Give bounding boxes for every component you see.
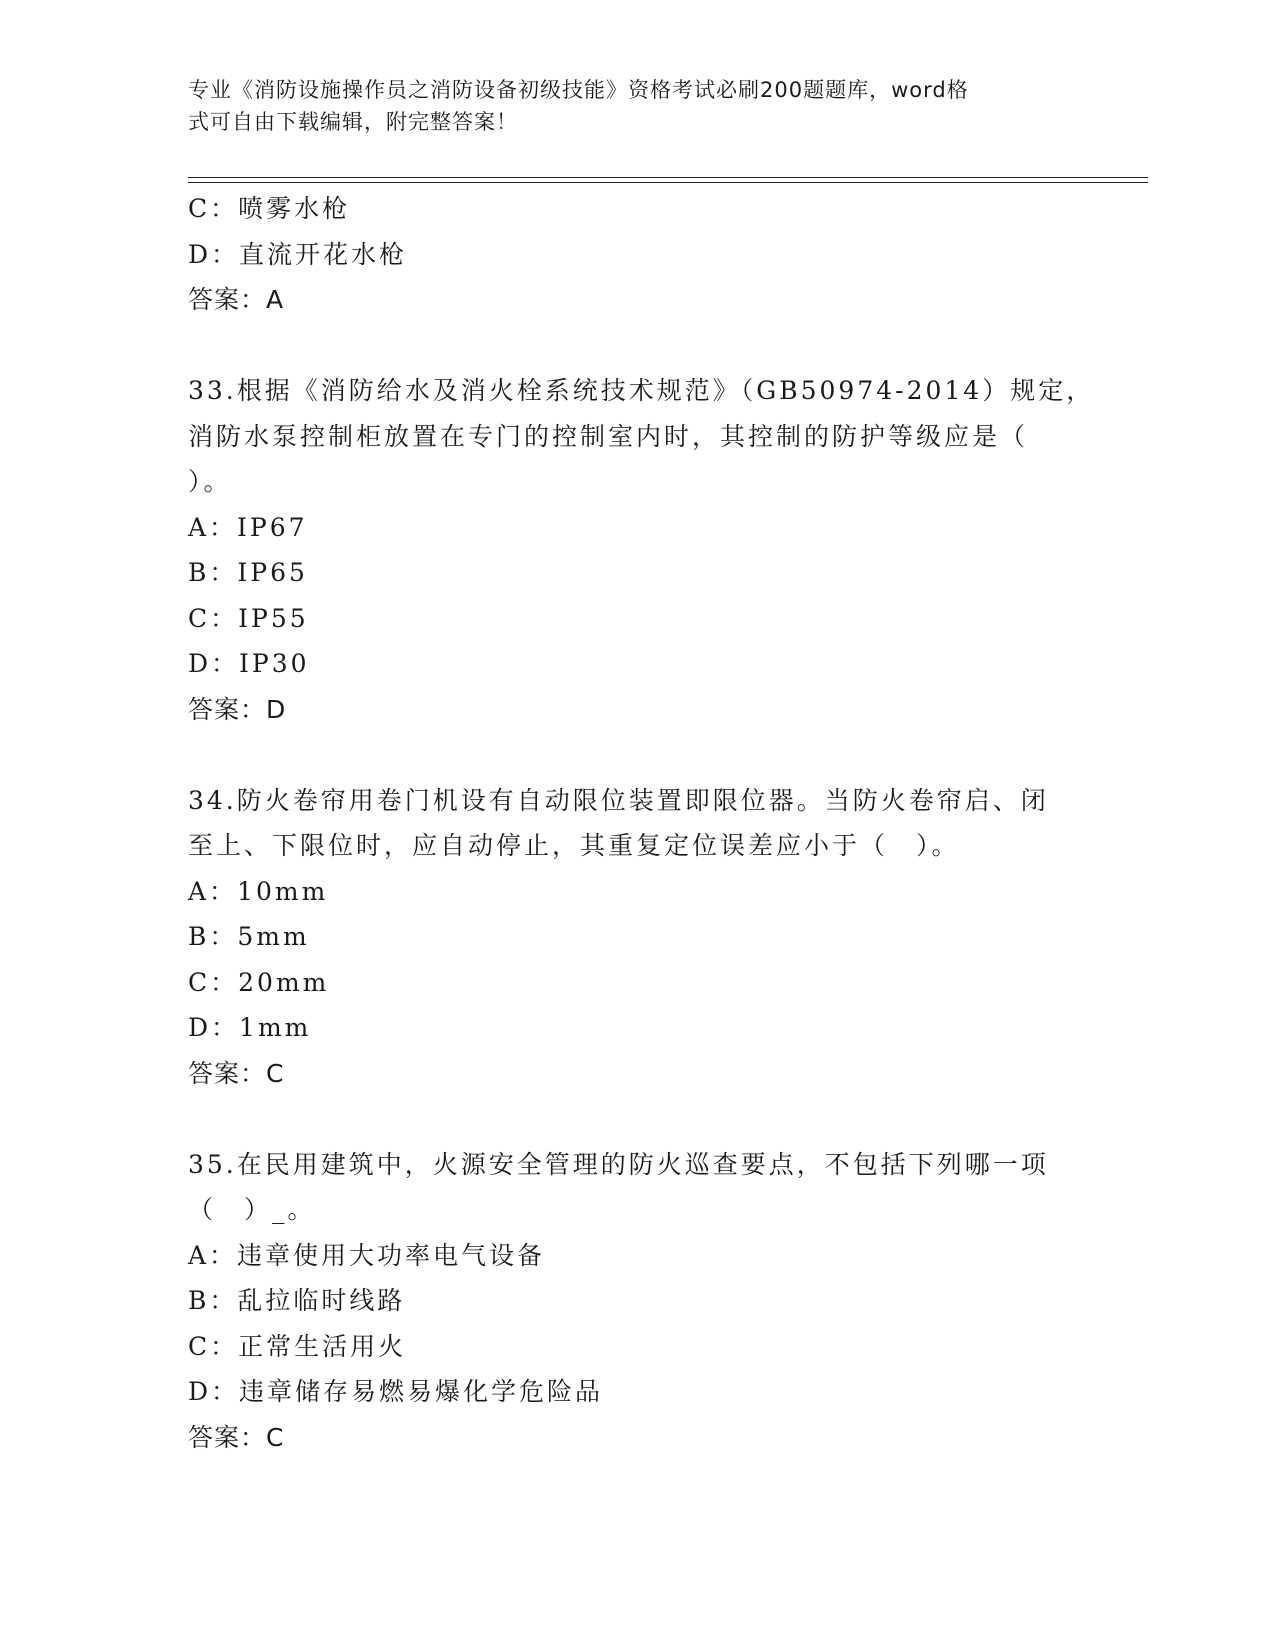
option-d: D：违章储存易燃易爆化学危险品 [188,1377,604,1406]
question-text-line: ）。 [188,467,232,496]
option-b: B：5mm [188,922,310,951]
option-c: C：喷雾水枪 [188,194,351,223]
header-divider-top [188,177,1148,178]
spacer [188,1096,1088,1142]
question-text-line: 34.防火卷帘用卷门机设有自动限位装置即限位器。当防火卷帘启、闭 [188,785,1049,815]
question-content [188,186,1095,1460]
answer-line: 答案：A [188,285,285,314]
spacer [188,323,1088,369]
question-33 [188,368,1095,732]
answer-line: 答案：C [188,1058,285,1088]
option-a: A：违章使用大功率电气设备 [188,1240,546,1270]
option-d: D：1mm [188,1013,312,1042]
option-d: D：IP30 [188,649,310,678]
option-a: A：IP67 [188,512,308,542]
option-c: C：20mm [188,967,330,997]
option-c: C：正常生活用火 [188,1331,407,1361]
option-d: D：直流开花水枪 [188,239,408,269]
option-c: C：IP55 [188,603,309,633]
header-line-1: 专业《消防设施操作员之消防设备初级技能》资格考试必刷200题题库，word格 [188,78,969,102]
question-34 [188,778,1088,1097]
page-header [188,74,1068,138]
question-text-line: 35.在民用建筑中，火源安全管理的防火巡查要点，不包括下列哪一项 [188,1149,1049,1179]
header-line-2: 式可自由下载编辑，附完整答案！ [188,110,518,134]
question-text-line: 33.根据《消防给水及消火栓系统技术规范》（GB50974-2014）规定， [188,376,1095,405]
question-35 [188,1142,1088,1461]
header-divider-bottom [188,182,1148,183]
question-text-line: 至上、下限位时，应自动停止，其重复定位误差应小于（ ）。 [188,831,960,860]
previous-question-tail [188,186,1088,323]
option-b: B：IP65 [188,558,308,587]
answer-line: 答案：D [188,694,287,724]
option-a: A：10mm [188,876,329,906]
spacer [188,732,1088,778]
answer-line: 答案：C [188,1422,285,1452]
option-b: B：乱拉临时线路 [188,1286,406,1315]
question-text-line: （ ）_。 [188,1195,316,1224]
question-text-line: 消防水泵控制柜放置在专门的控制室内时，其控制的防护等级应是（ [188,421,1029,451]
